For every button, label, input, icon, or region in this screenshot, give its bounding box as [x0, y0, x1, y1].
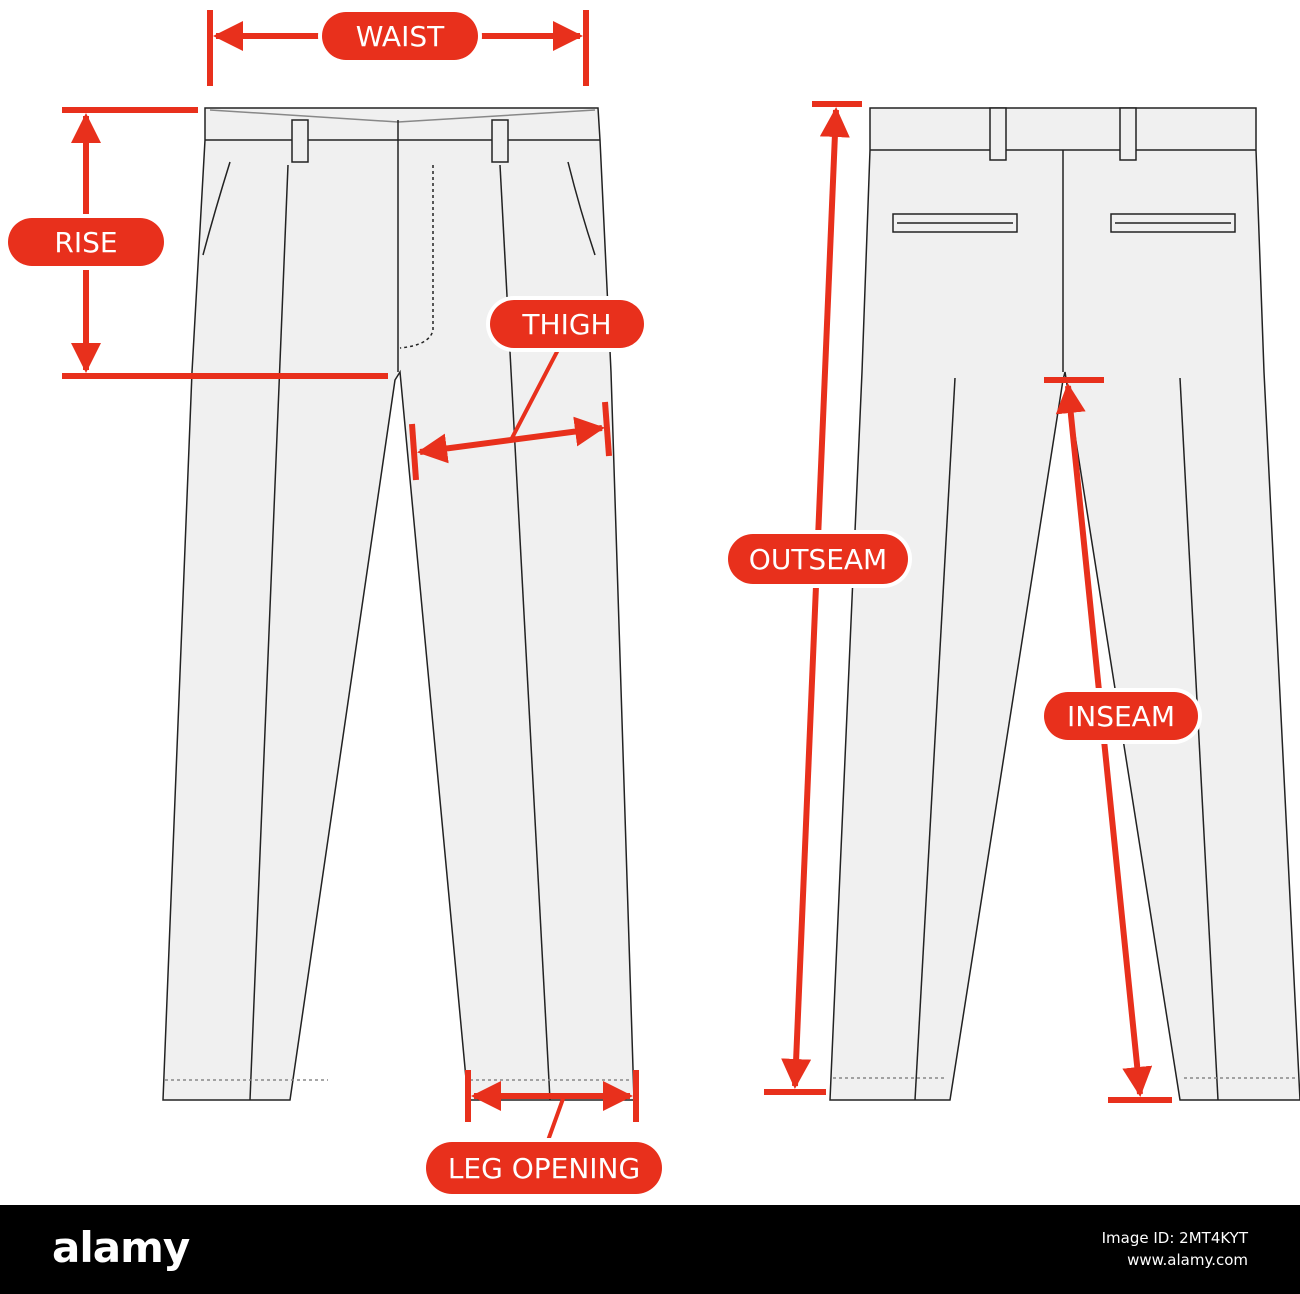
outseam-label: OUTSEAM	[748, 543, 888, 576]
thigh-label: THIGH	[522, 308, 612, 341]
waist-measurement	[210, 8, 586, 86]
back-view-pants	[830, 108, 1300, 1100]
front-view-pants	[163, 108, 634, 1100]
rise-label: RISE	[54, 226, 118, 259]
alamy-logo: alamy	[52, 1223, 190, 1272]
waist-label: WAIST	[355, 20, 445, 53]
watermark-footer	[0, 1205, 1300, 1294]
inseam-label: INSEAM	[1067, 700, 1175, 733]
site-url: www.alamy.com	[1127, 1251, 1248, 1269]
image-id-label: Image ID: 2MT4KYT	[1101, 1229, 1248, 1247]
footer-meta	[1102, 1227, 1248, 1271]
leg-opening-label: LEG OPENING	[447, 1152, 641, 1185]
